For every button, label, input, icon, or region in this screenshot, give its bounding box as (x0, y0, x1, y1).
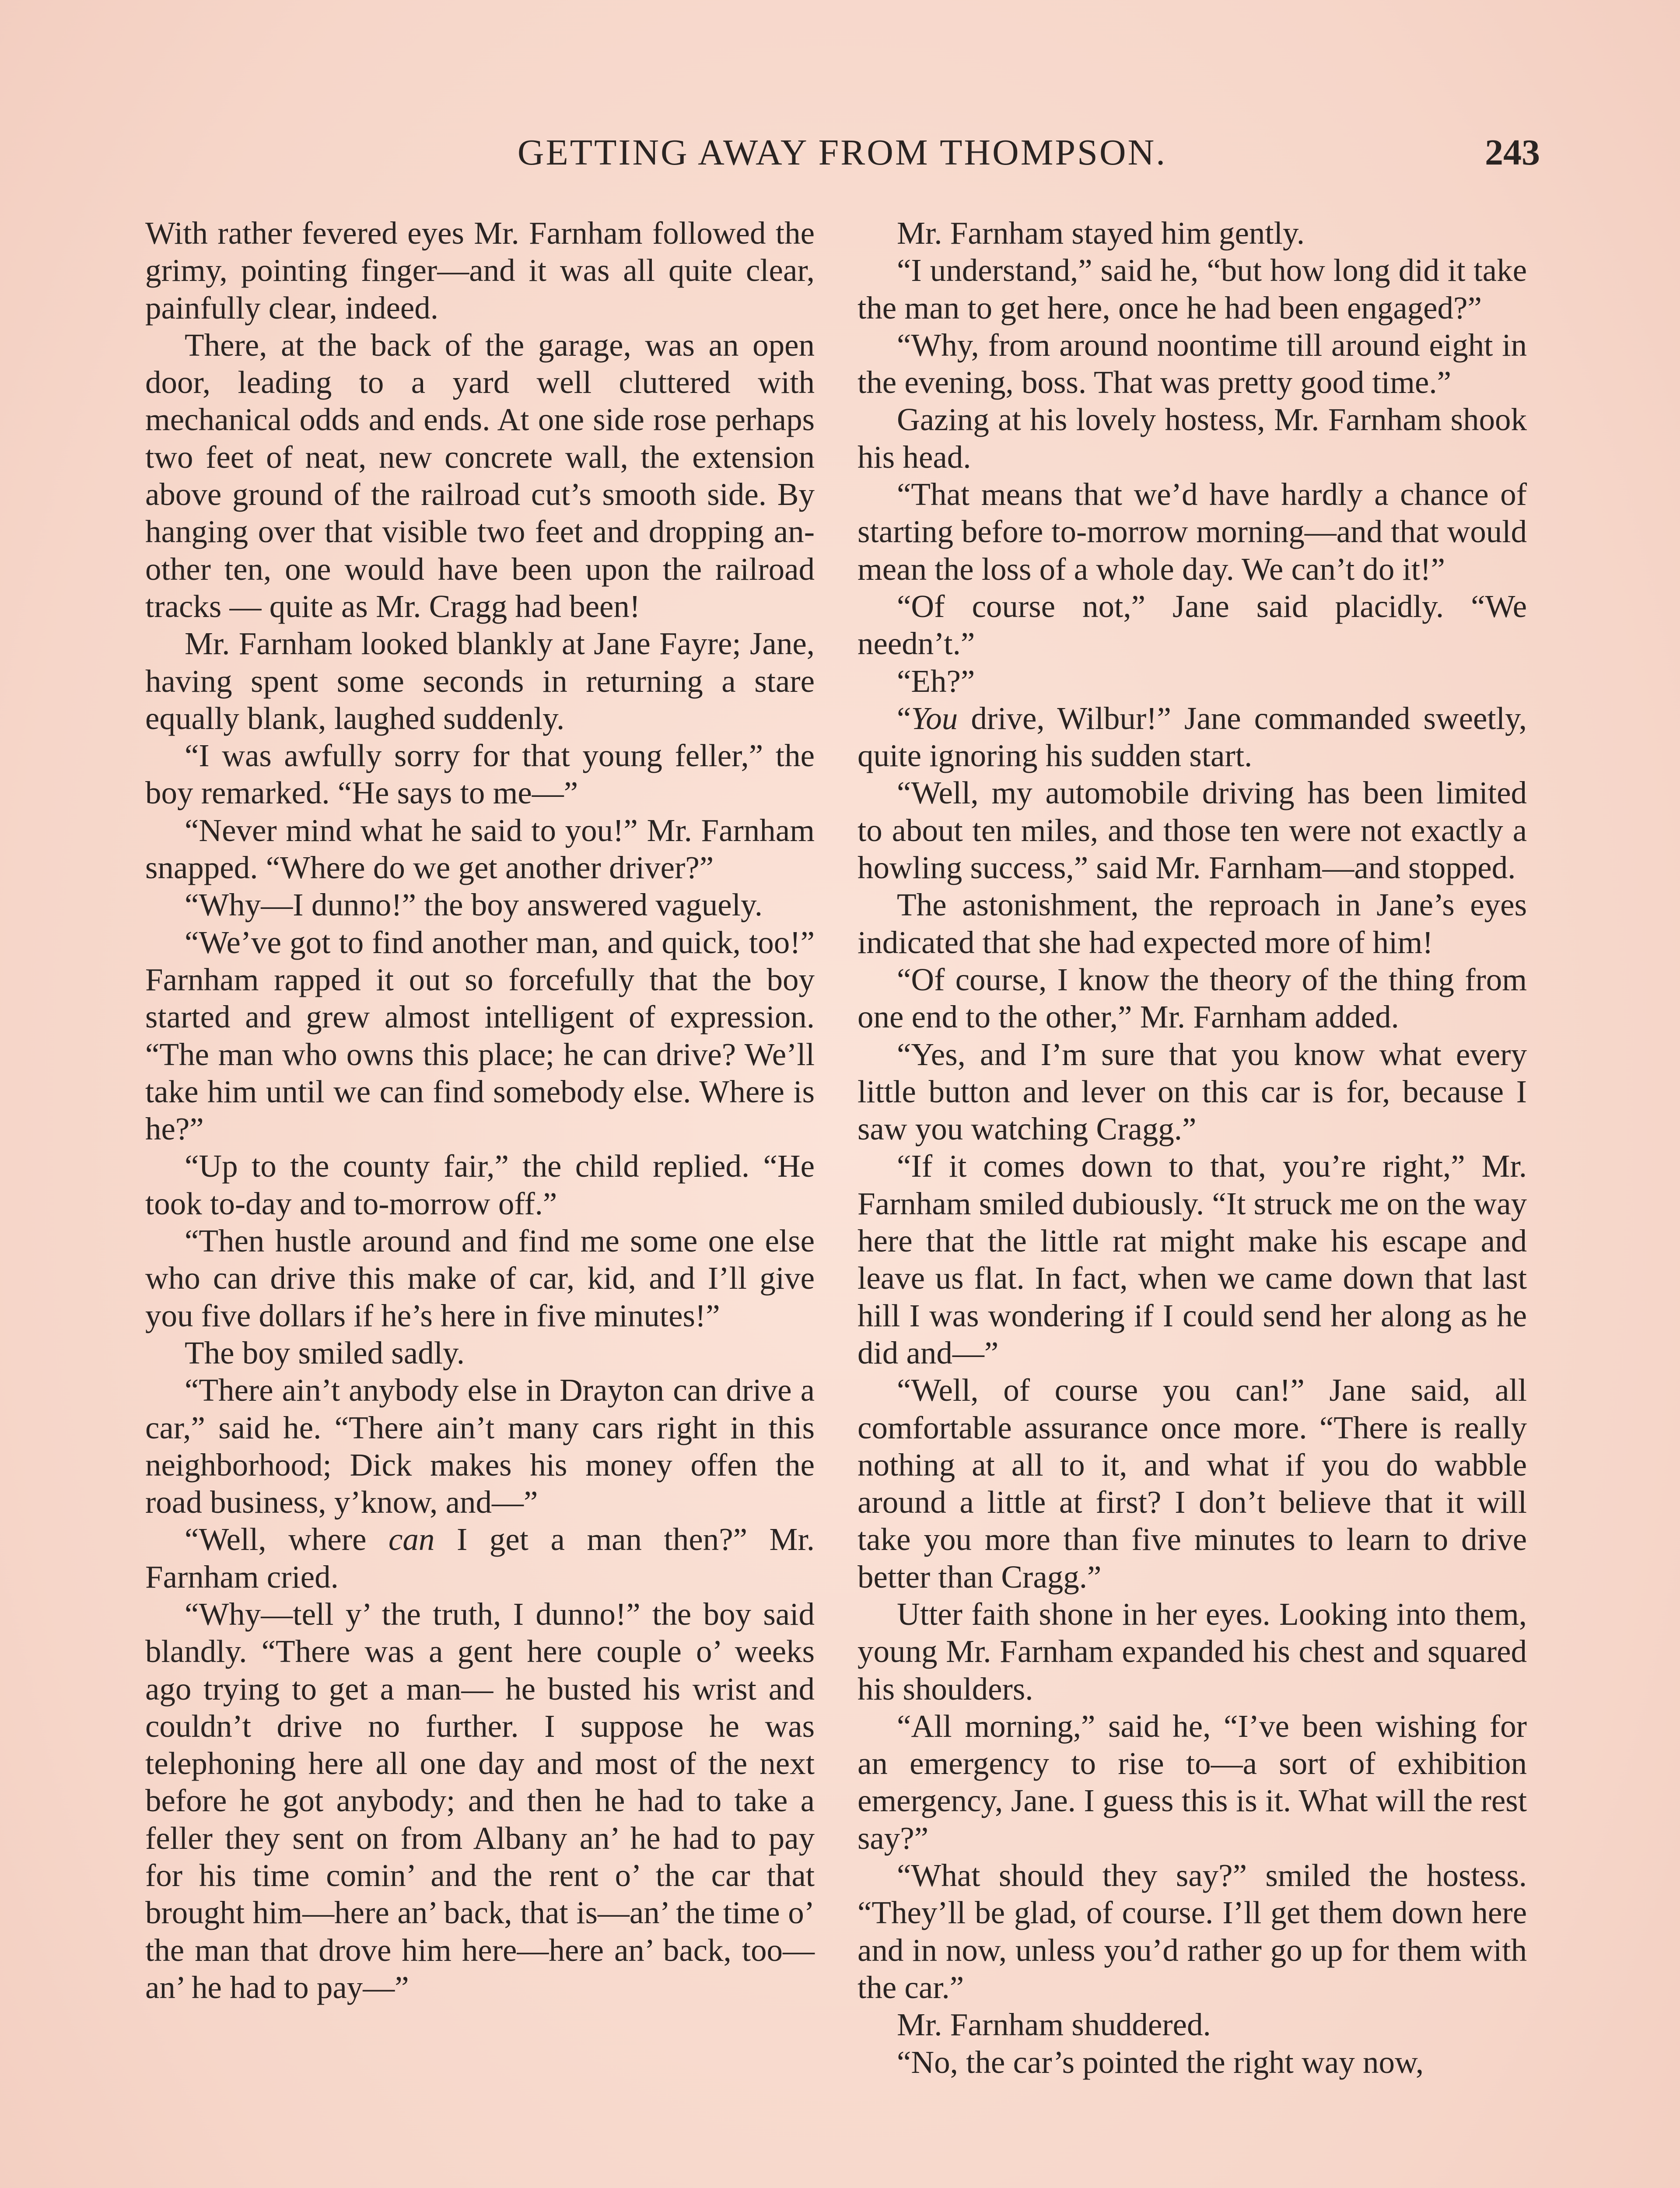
page-header (144, 131, 1540, 184)
paragraph: “Well, my automobile driving has been limited to about ten miles, and those ten were not exactly a howling success,” said Mr. Farnham—and stopped. (858, 775, 1527, 886)
paragraph: “Yes, and I’m sure that you know what every little button and lever on this car is for, because I saw you watching Cragg.” (858, 1036, 1527, 1147)
paragraph: Mr. Farnham shuddered. (897, 2007, 1211, 2043)
left-column (145, 214, 815, 2006)
paragraph-text: I get a man then?” Mr. Farnham cried. (145, 1522, 815, 1595)
paragraph-text: drive, Wilbur!” Jane commanded sweetly, quite ignoring his sudden start. (858, 700, 1527, 774)
paragraph: Gazing at his lovely hostess, Mr. Farnham shook his head. (858, 402, 1527, 475)
paragraph: Utter faith shone in her eyes. Looking into them, young Mr. Farnham expanded his chest and squared his shoulders. (858, 1596, 1527, 1707)
paragraph: “Why—I dunno!” the boy answered vaguely. (185, 887, 763, 923)
running-title: GETTING AWAY FROM THOMPSON. (517, 132, 1167, 173)
paragraph: “No, the car’s pointed the right way now, (897, 2044, 1424, 2080)
paragraph: “Why—tell y’ the truth, I dunno!” the boy said blandly. “There was a gent here couple o’ weeks ago trying to get a man— he busted his wrist and couldn’t drive no further. I suppose he was telephoning here all one day and most of the next before he got anybody; and then he had to take a feller they sent on from Albany an’ he had to pay for his time comin’ and the rent o’ the car that brought him—here an’ back, that is—an’ the time o’ the man that drove him here—here an’ back, too—an’ he had to pay—” (145, 1596, 815, 2005)
paragraph: “What should they say?” smiled the hostess. “They’ll be glad, of course. I’ll get them down here and in now, unless you’d rather go up for them with the car.” (858, 1858, 1527, 2005)
paragraph: “Never mind what he said to you!” Mr. Farnham snapped. “Where do we get another driver?” (145, 812, 815, 886)
paragraph-text: “Well, where (185, 1522, 389, 1557)
emphasis: You (911, 700, 958, 736)
paragraph: “That means that we’d have hardly a chance of starting before to-morrow morning—and that would mean the loss of a whole day. We can’t do it!” (858, 477, 1527, 587)
right-column (858, 214, 1527, 2081)
paragraph: Mr. Farnham stayed him gently. (897, 215, 1305, 251)
paragraph: “Of course not,” Jane said placidly. “We needn’t.” (858, 588, 1527, 662)
paragraph: With rather fevered eyes Mr. Farnham followed the grimy, pointing finger—and it was all quite clear, painfully clear, indeed. (145, 215, 815, 326)
paragraph: There, at the back of the garage, was an open door, leading to a yard well cluttered with mechanical odds and ends. At one side rose perhaps two feet of neat, new concrete wall, the extension above ground of the railroad cut’s smooth side. By hanging over that visible two feet and dropping another ten, one would have been upon the railroad tracks — quite as Mr. Cragg had been! (145, 327, 815, 624)
paragraph: “There ain’t anybody else in Drayton can drive a car,” said he. “There ain’t many cars right in this neighborhood; Dick makes his money offen the road business, y’know, and—” (145, 1372, 815, 1520)
paragraph: “Eh?” (897, 663, 975, 699)
paragraph-text: “ (897, 700, 911, 736)
paragraph: The astonishment, the reproach in Jane’s eyes indicated that she had expected more of him! (858, 887, 1527, 960)
page-number: 243 (1485, 132, 1540, 173)
paragraph: The boy smiled sadly. (185, 1335, 465, 1371)
paragraph: “If it comes down to that, you’re right,” Mr. Farnham smiled dubiously. “It struck me on the way here that the little rat might make his escape and leave us flat. In fact, when we came down that last hill I was wondering if I could send her along as he did and—” (858, 1148, 1527, 1371)
paragraph (858, 700, 1527, 775)
paragraph: “Well, of course you can!” Jane said, all comfortable assurance once more. “There is really nothing at all to it, and what if you do wabble around a little at first? I don’t believe that it will take you more than five minutes to learn to drive better than Cragg.” (858, 1372, 1527, 1595)
paragraph: “Up to the county fair,” the child replied. “He took to-day and to-morrow off.” (145, 1148, 815, 1221)
paragraph: Mr. Farnham looked blankly at Jane Fayre; Jane, having spent some seconds in returning a stare equally blank, laughed suddenly. (145, 626, 815, 736)
paragraph: “All morning,” said he, “I’ve been wishing for an emergency to rise to—a sort of exhibition emergency, Jane. I guess this is it. What will the rest say?” (858, 1708, 1527, 1856)
paragraph (145, 1521, 815, 1595)
paragraph: “Of course, I know the theory of the thing from one end to the other,” Mr. Farnham added. (858, 961, 1527, 1035)
paragraph: “I was awfully sorry for that young feller,” the boy remarked. “He says to me—” (145, 738, 815, 811)
paragraph: “Why, from around noontime till around eight in the evening, boss. That was pretty good time.” (858, 327, 1527, 400)
paragraph: “Then hustle around and find me some one else who can drive this make of car, kid, and I’ll give you five dollars if he’s here in five minutes!” (145, 1223, 815, 1333)
paragraph: “We’ve got to find another man, and quick, too!” Farnham rapped it out so forcefully that the boy started and grew almost intelligent of expression. “The man who owns this place; he can drive? We’ll take him until we can find somebody else. Where is he?” (145, 924, 815, 1147)
paragraph: “I understand,” said he, “but how long did it take the man to get here, once he had been engaged?” (858, 252, 1527, 326)
emphasis: can (388, 1522, 435, 1557)
